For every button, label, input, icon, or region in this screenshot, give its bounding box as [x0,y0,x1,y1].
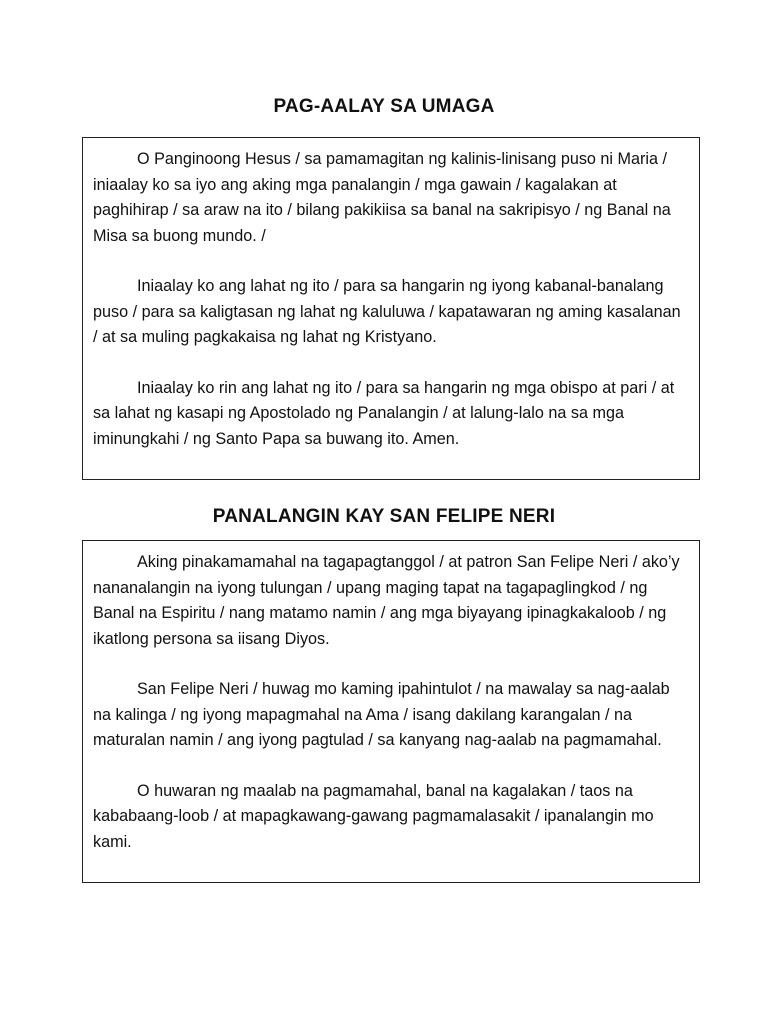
prayer-box-san-felipe-neri [82,540,700,883]
section-title-san-felipe-neri: PANALANGIN KAY SAN FELIPE NERI [212,506,556,527]
prayer-paragraph: San Felipe Neri / huwag mo kaming ipahintulot / na mawalay sa nag-aalab na kalinga / ng iyong mapagmahal na Ama / isang dakilang karangalan / na maturalan namin / ang iyong pagtulad / sa kanyang nag-aalab na pagmamahal. [93,680,670,749]
prayer-paragraph: Iniaalay ko ang lahat ng ito / para sa hangarin ng iyong kabanal-banalang puso / para sa kaligtasan ng lahat ng kaluluwa / kapatawaran ng aming kasalanan / at sa muling pagkakaisa ng lahat ng Kristyano. [93,277,681,346]
section-title-pag-aalay: PAG-AALAY SA UMAGA [273,96,495,117]
prayer-paragraph: Aking pinakamamahal na tagapagtanggol / at patron San Felipe Neri / ako’y nananalangin na iyong tulungan / upang maging tapat na tagapaglingkod / ng Banal na Espiritu / nang matamo namin / ang mga biyayang ipinagkakaloob / ng ikatlong persona sa iisang Diyos. [93,553,680,648]
prayer-paragraph: O Panginoong Hesus / sa pamamagitan ng kalinis-linisang puso ni Maria / iniaalay ko sa iyo ang aking mga panalangin / mga gawain / kagalakan at paghihirap / sa araw na ito / bilang pakikiisa sa banal na sakripisyo / ng Banal na Misa sa buong mundo. / [93,150,671,245]
prayer-box-pag-aalay [82,137,700,480]
prayer-paragraph: Iniaalay ko rin ang lahat ng ito / para sa hangarin ng mga obispo at pari / at sa lahat ng kasapi ng Apostolado ng Panalangin / at lalung-lalo na sa mga iminungkahi / ng Santo Papa sa buwang ito. Amen. [93,378,675,448]
prayer-paragraph: O huwaran ng maalab na pagmamahal, banal na kagalakan / taos na kababaang-loob / at mapagkawang-gawang pagmamalasakit / ipanalangin mo kami. [93,781,654,851]
